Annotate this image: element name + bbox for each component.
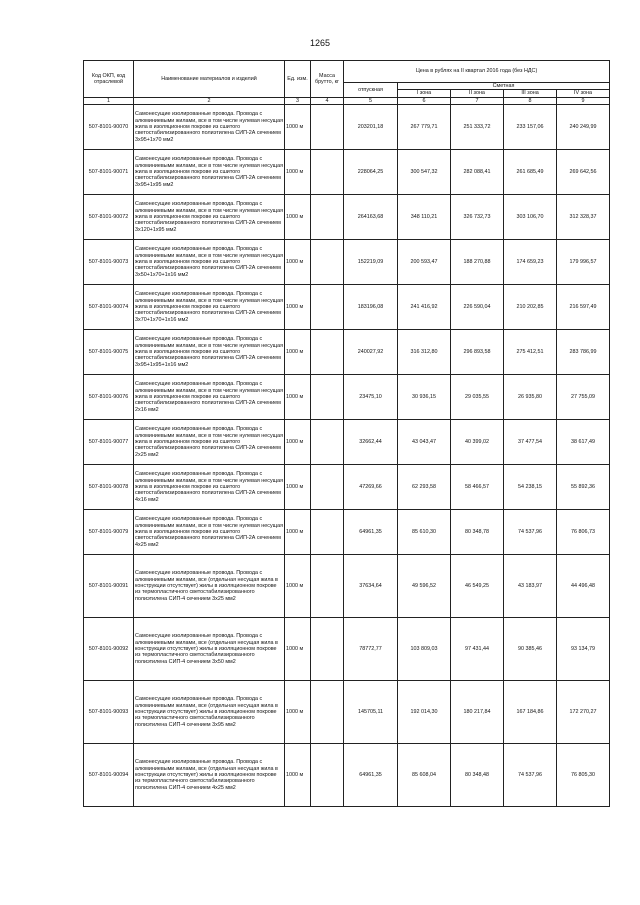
header-code: Код ОКП, код отраслевой bbox=[84, 61, 134, 98]
header-name: Наименование материалов и изделий bbox=[134, 61, 285, 98]
header-release-price: отпускная bbox=[344, 83, 398, 98]
zone-2-price: 180 217,84 bbox=[451, 681, 504, 744]
gross-mass bbox=[311, 195, 344, 240]
gross-mass bbox=[311, 330, 344, 375]
column-number: 6 bbox=[398, 97, 451, 104]
zone-3-price: 54 238,15 bbox=[504, 465, 557, 510]
release-price: 264163,68 bbox=[344, 195, 398, 240]
zone-1-price: 241 416,92 bbox=[398, 285, 451, 330]
header-price-group: Цена в рублях на II квартал 2016 года (без НДС) bbox=[344, 61, 610, 83]
product-name: Самонесущие изолированные провода. Провода с алюминиевыми жилами, все в том числе нулевая несущая жила в изоляционном покрове из сшитого светостабилизированного полиэтилена СИП-2А сечением 3х50+1х70+1х16 мм2 bbox=[134, 240, 285, 285]
unit-of-measure: 1000 м bbox=[285, 285, 311, 330]
zone-4-price: 172 270,27 bbox=[557, 681, 610, 744]
zone-3-price: 210 202,85 bbox=[504, 285, 557, 330]
table-row bbox=[84, 510, 610, 555]
column-number: 8 bbox=[504, 97, 557, 104]
product-code: 507-8101-90092 bbox=[84, 618, 134, 681]
table-row bbox=[84, 420, 610, 465]
release-price: 32662,44 bbox=[344, 420, 398, 465]
zone-1-price: 192 014,30 bbox=[398, 681, 451, 744]
zone-3-price: 43 183,97 bbox=[504, 555, 557, 618]
zone-1-price: 316 312,80 bbox=[398, 330, 451, 375]
page-number: 1265 bbox=[309, 38, 331, 48]
gross-mass bbox=[311, 375, 344, 420]
header-zone-3: III зона bbox=[504, 90, 557, 97]
product-code: 507-8101-90077 bbox=[84, 420, 134, 465]
product-code: 507-8101-90073 bbox=[84, 240, 134, 285]
product-name: Самонесущие изолированные провода. Провода с алюминиевыми жилами, все в том числе нулевая несущая жила в изоляционном покрове из сшитого светостабилизированного полиэтилена СИП-2А сечением 4х16 мм2 bbox=[134, 465, 285, 510]
release-price: 240027,92 bbox=[344, 330, 398, 375]
zone-1-price: 43 043,47 bbox=[398, 420, 451, 465]
release-price: 37634,64 bbox=[344, 555, 398, 618]
zone-3-price: 74 537,96 bbox=[504, 510, 557, 555]
zone-4-price: 55 892,36 bbox=[557, 465, 610, 510]
gross-mass bbox=[311, 285, 344, 330]
zone-1-price: 30 936,15 bbox=[398, 375, 451, 420]
unit-of-measure: 1000 м bbox=[285, 465, 311, 510]
unit-of-measure: 1000 м bbox=[285, 420, 311, 465]
product-code: 507-8101-90070 bbox=[84, 105, 134, 150]
zone-1-price: 348 110,21 bbox=[398, 195, 451, 240]
product-name: Самонесущие изолированные провода. Провода с алюминиевыми жилами, все в том числе нулевая несущая жила в изоляционном покрове из сшитого светостабилизированного полиэтилена СИП-2А сечением 3х95+1х95 мм2 bbox=[134, 150, 285, 195]
table-row bbox=[84, 195, 610, 240]
unit-of-measure: 1000 м bbox=[285, 510, 311, 555]
zone-1-price: 85 610,30 bbox=[398, 510, 451, 555]
column-number: 3 bbox=[285, 97, 311, 104]
zone-4-price: 216 597,49 bbox=[557, 285, 610, 330]
product-code: 507-8101-90074 bbox=[84, 285, 134, 330]
unit-of-measure: 1000 м bbox=[285, 555, 311, 618]
table-row bbox=[84, 240, 610, 285]
zone-3-price: 90 385,46 bbox=[504, 618, 557, 681]
product-name: Самонесущие изолированные провода. Провода с алюминиевыми жилами, все (отдельная несущая жила в конструкции отсутствует) жилы в изоляционном покрове из термопластичного светостабилизированного полиэтилена СИП-4 сечением 3х95 мм2 bbox=[134, 681, 285, 744]
zone-2-price: 296 893,58 bbox=[451, 330, 504, 375]
zone-1-price: 267 779,71 bbox=[398, 105, 451, 150]
product-name: Самонесущие изолированные провода. Провода с алюминиевыми жилами, все в том числе нулевая несущая жила в изоляционном покрове из сшитого светостабилизированного полиэтилена СИП-2А сечением 3х95+1х70 мм2 bbox=[134, 105, 285, 150]
zone-1-price: 200 593,47 bbox=[398, 240, 451, 285]
release-price: 78772,77 bbox=[344, 618, 398, 681]
zone-4-price: 76 806,73 bbox=[557, 510, 610, 555]
gross-mass bbox=[311, 420, 344, 465]
gross-mass bbox=[311, 681, 344, 744]
zone-3-price: 74 537,96 bbox=[504, 744, 557, 807]
product-code: 507-8101-90075 bbox=[84, 330, 134, 375]
product-code: 507-8101-90091 bbox=[84, 555, 134, 618]
zone-4-price: 269 642,56 bbox=[557, 150, 610, 195]
gross-mass bbox=[311, 105, 344, 150]
zone-4-price: 38 617,49 bbox=[557, 420, 610, 465]
zone-4-price: 44 496,48 bbox=[557, 555, 610, 618]
header-zone-2: II зона bbox=[451, 90, 504, 97]
header-estimate-price: Сметная bbox=[398, 83, 610, 90]
header-zone-1: I зона bbox=[398, 90, 451, 97]
product-name: Самонесущие изолированные провода. Провода с алюминиевыми жилами, все в том числе нулевая несущая жила в изоляционном покрове из сшитого светостабилизированного полиэтилена СИП-2А сечением 2х16 мм2 bbox=[134, 375, 285, 420]
table-row bbox=[84, 375, 610, 420]
zone-3-price: 37 477,54 bbox=[504, 420, 557, 465]
zone-2-price: 188 270,88 bbox=[451, 240, 504, 285]
zone-3-price: 174 659,23 bbox=[504, 240, 557, 285]
product-code: 507-8101-90078 bbox=[84, 465, 134, 510]
table-row bbox=[84, 555, 610, 618]
zone-2-price: 251 333,72 bbox=[451, 105, 504, 150]
unit-of-measure: 1000 м bbox=[285, 105, 311, 150]
zone-3-price: 303 106,70 bbox=[504, 195, 557, 240]
zone-3-price: 233 157,06 bbox=[504, 105, 557, 150]
zone-1-price: 62 293,58 bbox=[398, 465, 451, 510]
zone-1-price: 300 547,32 bbox=[398, 150, 451, 195]
zone-2-price: 326 732,73 bbox=[451, 195, 504, 240]
release-price: 23475,10 bbox=[344, 375, 398, 420]
product-code: 507-8101-90094 bbox=[84, 744, 134, 807]
header-unit: Ед. изм. bbox=[285, 61, 311, 98]
zone-4-price: 93 134,79 bbox=[557, 618, 610, 681]
unit-of-measure: 1000 м bbox=[285, 330, 311, 375]
release-price: 152219,09 bbox=[344, 240, 398, 285]
product-name: Самонесущие изолированные провода. Провода с алюминиевыми жилами, все в том числе нулевая несущая жила в изоляционном покрове из сшитого светостабилизированного полиэтилена СИП-2А сечением 3х120+1х95 мм2 bbox=[134, 195, 285, 240]
table-row bbox=[84, 285, 610, 330]
product-name: Самонесущие изолированные провода. Провода с алюминиевыми жилами, все (отдельная несущая жила в конструкции отсутствует) жилы в изоляционном покрове из термопластичного светостабилизированного полиэтилена СИП-4 сечением 3х50 мм2 bbox=[134, 618, 285, 681]
gross-mass bbox=[311, 744, 344, 807]
zone-2-price: 80 348,78 bbox=[451, 510, 504, 555]
column-number: 9 bbox=[557, 97, 610, 104]
header-mass: Масса брутто, кг bbox=[311, 61, 344, 98]
table-row bbox=[84, 330, 610, 375]
product-code: 507-8101-90071 bbox=[84, 150, 134, 195]
release-price: 228064,25 bbox=[344, 150, 398, 195]
table-row bbox=[84, 681, 610, 744]
unit-of-measure: 1000 м bbox=[285, 240, 311, 285]
zone-2-price: 282 088,41 bbox=[451, 150, 504, 195]
price-table bbox=[83, 60, 610, 807]
release-price: 145705,11 bbox=[344, 681, 398, 744]
gross-mass bbox=[311, 510, 344, 555]
zone-3-price: 261 685,49 bbox=[504, 150, 557, 195]
zone-4-price: 283 786,99 bbox=[557, 330, 610, 375]
product-code: 507-8101-90076 bbox=[84, 375, 134, 420]
product-name: Самонесущие изолированные провода. Провода с алюминиевыми жилами, все в том числе нулевая несущая жила в изоляционном покрове из сшитого светостабилизированного полиэтилена СИП-2А сечением 2х25 мм2 bbox=[134, 420, 285, 465]
gross-mass bbox=[311, 555, 344, 618]
column-number: 2 bbox=[134, 97, 285, 104]
table-body bbox=[84, 105, 610, 807]
column-number: 4 bbox=[311, 97, 344, 104]
zone-4-price: 27 755,09 bbox=[557, 375, 610, 420]
zone-4-price: 76 805,30 bbox=[557, 744, 610, 807]
gross-mass bbox=[311, 240, 344, 285]
gross-mass bbox=[311, 465, 344, 510]
product-name: Самонесущие изолированные провода. Провода с алюминиевыми жилами, все (отдельная несущая жила в конструкции отсутствует) жилы в изоляционном покрове из термопластичного светостабилизированного полиэтилена СИП-4 сечением 3х25 мм2 bbox=[134, 555, 285, 618]
unit-of-measure: 1000 м bbox=[285, 375, 311, 420]
unit-of-measure: 1000 м bbox=[285, 681, 311, 744]
table-row bbox=[84, 744, 610, 807]
table-row bbox=[84, 105, 610, 150]
zone-4-price: 179 996,57 bbox=[557, 240, 610, 285]
unit-of-measure: 1000 м bbox=[285, 744, 311, 807]
zone-1-price: 103 809,03 bbox=[398, 618, 451, 681]
zone-1-price: 85 608,04 bbox=[398, 744, 451, 807]
column-number: 1 bbox=[84, 97, 134, 104]
product-name: Самонесущие изолированные провода. Провода с алюминиевыми жилами, все в том числе нулевая несущая жила в изоляционном покрове из сшитого светостабилизированного полиэтилена СИП-2А сечением 3х70+1х70+1х16 мм2 bbox=[134, 285, 285, 330]
table-row bbox=[84, 618, 610, 681]
unit-of-measure: 1000 м bbox=[285, 195, 311, 240]
zone-2-price: 97 431,44 bbox=[451, 618, 504, 681]
release-price: 183196,08 bbox=[344, 285, 398, 330]
unit-of-measure: 1000 м bbox=[285, 618, 311, 681]
zone-2-price: 80 348,48 bbox=[451, 744, 504, 807]
zone-1-price: 49 596,52 bbox=[398, 555, 451, 618]
zone-2-price: 29 035,55 bbox=[451, 375, 504, 420]
zone-3-price: 26 935,80 bbox=[504, 375, 557, 420]
gross-mass bbox=[311, 150, 344, 195]
product-name: Самонесущие изолированные провода. Провода с алюминиевыми жилами, все в том числе нулевая несущая жила в изоляционном покрове из сшитого светостабилизированного полиэтилена СИП-2А сечением 4х25 мм2 bbox=[134, 510, 285, 555]
zone-3-price: 275 412,51 bbox=[504, 330, 557, 375]
header-zone-4: IV зона bbox=[557, 90, 610, 97]
release-price: 47269,66 bbox=[344, 465, 398, 510]
zone-3-price: 167 184,86 bbox=[504, 681, 557, 744]
zone-2-price: 46 549,25 bbox=[451, 555, 504, 618]
column-number: 7 bbox=[451, 97, 504, 104]
table-row bbox=[84, 465, 610, 510]
column-number: 5 bbox=[344, 97, 398, 104]
zone-4-price: 240 249,99 bbox=[557, 105, 610, 150]
product-code: 507-8101-90093 bbox=[84, 681, 134, 744]
gross-mass bbox=[311, 618, 344, 681]
release-price: 64961,35 bbox=[344, 510, 398, 555]
table-row bbox=[84, 150, 610, 195]
release-price: 64961,35 bbox=[344, 744, 398, 807]
zone-2-price: 226 590,04 bbox=[451, 285, 504, 330]
product-code: 507-8101-90072 bbox=[84, 195, 134, 240]
zone-4-price: 312 328,37 bbox=[557, 195, 610, 240]
zone-2-price: 40 399,02 bbox=[451, 420, 504, 465]
product-name: Самонесущие изолированные провода. Провода с алюминиевыми жилами, все (отдельная несущая жила в конструкции отсутствует) жилы в изоляционном покрове из термопластичного светостабилизированного полиэтилена СИП-4 сечением 4х25 мм2 bbox=[134, 744, 285, 807]
release-price: 203201,18 bbox=[344, 105, 398, 150]
product-code: 507-8101-90079 bbox=[84, 510, 134, 555]
unit-of-measure: 1000 м bbox=[285, 150, 311, 195]
zone-2-price: 58 466,57 bbox=[451, 465, 504, 510]
product-name: Самонесущие изолированные провода. Провода с алюминиевыми жилами, все в том числе нулевая несущая жила в изоляционном покрове из сшитого светостабилизированного полиэтилена СИП-2А сечением 3х95+1х95+1х16 мм2 bbox=[134, 330, 285, 375]
